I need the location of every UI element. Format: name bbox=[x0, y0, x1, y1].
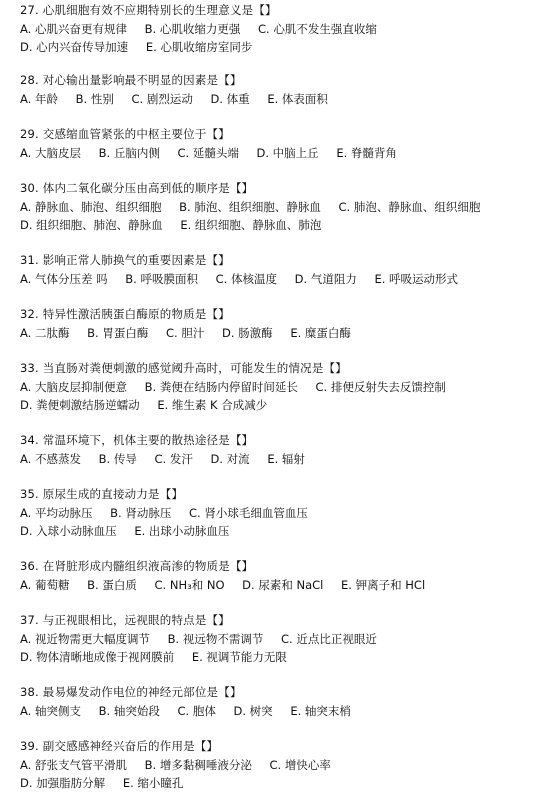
option-a[interactable]: A. 气体分压差 吗 bbox=[20, 271, 108, 286]
option-d[interactable]: D. 尿素和 NaCl bbox=[242, 577, 324, 592]
option-c[interactable]: C. 发汗 bbox=[154, 451, 193, 466]
option-e[interactable]: E. 维生素 K 合成减少 bbox=[157, 398, 268, 412]
option-e[interactable]: E. 呼吸运动形式 bbox=[374, 271, 459, 286]
option-b[interactable]: B. 心肌收缩力更强 bbox=[144, 21, 241, 36]
option-row bbox=[20, 504, 552, 523]
option-row bbox=[20, 396, 552, 415]
option-c[interactable]: C. 近点比正视眼近 bbox=[281, 631, 377, 646]
option-a[interactable]: A. 大脑皮层 bbox=[20, 145, 81, 160]
question-34 bbox=[20, 431, 552, 468]
option-e[interactable]: E. 缩小瞳孔 bbox=[122, 776, 184, 790]
question-29 bbox=[20, 125, 552, 162]
question-38 bbox=[20, 683, 552, 720]
option-b[interactable]: B. 丘脑内侧 bbox=[98, 145, 160, 160]
option-e[interactable]: E. 辐射 bbox=[267, 451, 305, 466]
option-e[interactable]: E. 钾离子和 HCl bbox=[341, 577, 426, 592]
option-row bbox=[20, 144, 552, 163]
option-c[interactable]: C. 延髓头端 bbox=[177, 145, 239, 160]
option-d[interactable]: D. 物体清晰地成像于视网膜前 bbox=[20, 650, 175, 664]
question-stem: 35. 原尿生成的直接动力是【】 bbox=[20, 487, 184, 501]
option-d[interactable]: D. 肠激酶 bbox=[222, 325, 273, 340]
option-d[interactable]: D. 体重 bbox=[210, 91, 250, 106]
question-stem: 32. 特异性激活胰蛋白酶原的物质是【】 bbox=[20, 307, 230, 321]
option-a[interactable]: A. 心肌兴奋更有规律 bbox=[20, 21, 127, 36]
option-b[interactable]: B. 传导 bbox=[98, 451, 137, 466]
option-row bbox=[20, 324, 552, 343]
option-e[interactable]: E. 糜蛋白酶 bbox=[290, 325, 351, 340]
option-e[interactable]: E. 体表面积 bbox=[267, 91, 328, 106]
option-a[interactable]: A. 不感蒸发 bbox=[20, 451, 81, 466]
option-a[interactable]: A. 舒张支气管平滑肌 bbox=[20, 757, 127, 772]
option-e[interactable]: E. 轴突末梢 bbox=[290, 703, 351, 718]
question-stem: 37. 与正视眼相比，远视眼的特点是【】 bbox=[20, 613, 230, 627]
option-d[interactable]: D. 心内兴奋传导加速 bbox=[20, 40, 129, 54]
option-c[interactable]: C. 排便反射失去反馈控制 bbox=[315, 379, 446, 394]
option-a[interactable]: A. 轴突侧支 bbox=[20, 703, 81, 718]
option-b[interactable]: B. 视远物不需调节 bbox=[167, 631, 264, 646]
option-row bbox=[20, 702, 552, 721]
option-b[interactable]: B. 呼吸膜面积 bbox=[125, 271, 198, 286]
option-c[interactable]: C. 肺泡、静脉血、组织细胞 bbox=[338, 199, 481, 214]
option-row bbox=[20, 378, 552, 397]
option-c[interactable]: C. 剧烈运动 bbox=[131, 91, 193, 106]
option-c[interactable]: C. 胞体 bbox=[177, 703, 216, 718]
option-a[interactable]: A. 年龄 bbox=[20, 91, 58, 106]
question-stem: 36. 在肾脏形成内髓组织液高渗的物质是【】 bbox=[20, 559, 254, 573]
option-a[interactable]: A. 二肽酶 bbox=[20, 325, 70, 340]
option-row bbox=[20, 90, 552, 109]
question-stem: 31. 影响正常人肺换气的重要因素是【】 bbox=[20, 253, 230, 267]
question-stem: 38. 最易爆发动作电位的神经元部位是【】 bbox=[20, 685, 242, 699]
option-e[interactable]: E. 脊髓背角 bbox=[336, 145, 397, 160]
option-b[interactable]: B. 粪便在结肠内停留时间延长 bbox=[144, 379, 298, 394]
option-c[interactable]: C. 增快心率 bbox=[269, 757, 331, 772]
question-36 bbox=[20, 557, 552, 594]
option-b[interactable]: B. 轴突始段 bbox=[98, 703, 160, 718]
option-b[interactable]: B. 增多黏稠唾液分泌 bbox=[144, 757, 252, 772]
option-d[interactable]: D. 中脑上丘 bbox=[256, 145, 319, 160]
option-b[interactable]: B. 肺泡、组织细胞、静脉血 bbox=[179, 199, 321, 214]
option-c[interactable]: C. NH₃和 NO bbox=[154, 577, 225, 592]
question-35 bbox=[20, 485, 552, 541]
option-c[interactable]: C. 心肌不发生强直收缩 bbox=[258, 21, 377, 36]
question-stem: 29. 交感缩血管紧张的中枢主要位于【】 bbox=[20, 127, 230, 141]
option-e[interactable]: E. 出球小动脉血压 bbox=[134, 524, 230, 538]
option-row bbox=[20, 20, 552, 39]
question-28 bbox=[20, 71, 552, 108]
option-b[interactable]: B. 性别 bbox=[75, 91, 114, 106]
option-e[interactable]: E. 视调节能力无限 bbox=[191, 650, 287, 664]
question-stem: 30. 体内二氧化碳分压由高到低的顺序是【】 bbox=[20, 181, 254, 195]
option-row bbox=[20, 630, 552, 649]
option-c[interactable]: C. 胆汁 bbox=[166, 325, 205, 340]
option-b[interactable]: B. 肾动脉压 bbox=[110, 505, 172, 520]
option-row bbox=[20, 774, 552, 793]
option-d[interactable]: D. 粪便刺激结肠逆蠕动 bbox=[20, 398, 140, 412]
option-d[interactable]: D. 入球小动脉血压 bbox=[20, 524, 117, 538]
option-row bbox=[20, 198, 552, 217]
option-b[interactable]: B. 蛋白质 bbox=[87, 577, 137, 592]
question-stem: 39. 副交感感神经兴奋后的作用是【】 bbox=[20, 739, 219, 753]
option-a[interactable]: A. 葡萄糖 bbox=[20, 577, 70, 592]
question-stem: 33. 当直肠对粪便刺激的感觉阈升高时，可能发生的情况是【】 bbox=[20, 361, 347, 375]
option-row bbox=[20, 576, 552, 595]
question-stem: 34. 常温环境下，机体主要的散热途径是【】 bbox=[20, 433, 254, 447]
option-a[interactable]: A. 静脉血、肺泡、组织细胞 bbox=[20, 199, 162, 214]
option-row bbox=[20, 270, 552, 289]
option-e[interactable]: E. 心肌收缩房室同步 bbox=[145, 40, 253, 54]
option-row bbox=[20, 756, 552, 775]
option-d[interactable]: D. 树突 bbox=[233, 703, 273, 718]
option-a[interactable]: A. 平均动脉压 bbox=[20, 505, 93, 520]
option-row bbox=[20, 216, 552, 235]
option-c[interactable]: C. 体核温度 bbox=[215, 271, 277, 286]
question-27 bbox=[20, 1, 552, 57]
option-e[interactable]: E. 组织细胞、静脉血、肺泡 bbox=[180, 218, 322, 232]
option-d[interactable]: D. 气道阻力 bbox=[294, 271, 357, 286]
option-b[interactable]: B. 胃蛋白酶 bbox=[87, 325, 149, 340]
question-31 bbox=[20, 251, 552, 288]
option-row bbox=[20, 648, 552, 667]
option-a[interactable]: A. 视近物需更大幅度调节 bbox=[20, 631, 150, 646]
option-d[interactable]: D. 组织细胞、肺泡、静脉血 bbox=[20, 218, 163, 232]
question-33 bbox=[20, 359, 552, 415]
question-32 bbox=[20, 305, 552, 342]
option-c[interactable]: C. 肾小球毛细血管血压 bbox=[189, 505, 308, 520]
option-row bbox=[20, 522, 552, 541]
question-stem: 28. 对心输出量影响最不明显的因素是【】 bbox=[20, 73, 242, 87]
question-stem: 27. 心肌细胞有效不应期特别长的生理意义是【】 bbox=[20, 3, 277, 17]
question-37 bbox=[20, 611, 552, 667]
option-d[interactable]: D. 对流 bbox=[210, 451, 250, 466]
question-39 bbox=[20, 737, 552, 793]
option-row bbox=[20, 450, 552, 469]
option-row bbox=[20, 38, 552, 57]
question-30 bbox=[20, 179, 552, 235]
option-d[interactable]: D. 加强脂肪分解 bbox=[20, 776, 106, 790]
option-a[interactable]: A. 大脑皮层抑制便意 bbox=[20, 379, 127, 394]
